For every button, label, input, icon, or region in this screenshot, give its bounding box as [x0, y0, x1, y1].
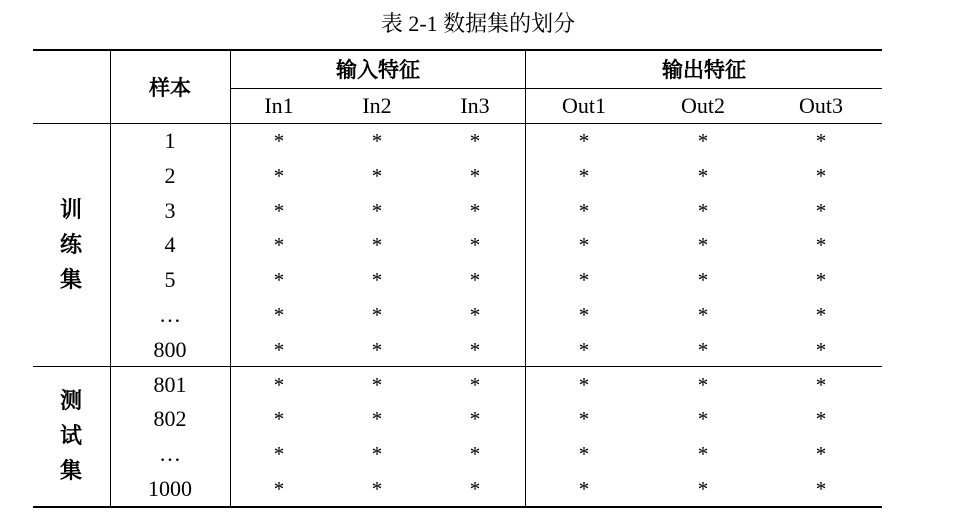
table-cell-value: * — [273, 442, 285, 467]
table-cell-value: * — [273, 477, 285, 501]
table-cell-value: * — [697, 407, 709, 432]
table-cell-value: * — [578, 198, 590, 223]
table-cell-value: * — [578, 233, 590, 258]
table-cell-value: * — [273, 372, 285, 397]
group-label-char: 试 — [59, 424, 82, 450]
table-cell-value: * — [371, 442, 383, 467]
sample-id: 1000 — [148, 476, 192, 501]
table-cell-value: * — [697, 233, 709, 258]
table-cell-value: * — [815, 337, 827, 362]
group-label-char: 练 — [59, 232, 82, 258]
table-cell-value: * — [469, 268, 481, 293]
column-header-out1: Out1 — [562, 93, 606, 118]
sample-id: … — [159, 302, 181, 327]
table-cell-value: * — [815, 407, 827, 432]
sample-id: 3 — [164, 197, 176, 223]
table-cell-value: * — [469, 337, 481, 362]
table-cell-value: * — [578, 477, 590, 501]
table-cell-value: * — [815, 163, 827, 188]
table-cell-value: * — [371, 198, 383, 223]
header-output-group: 输出特征 — [662, 58, 746, 82]
table-cell-value: * — [469, 129, 481, 153]
table-cell-value: * — [371, 129, 383, 153]
sample-id: … — [159, 441, 181, 467]
column-header-out3: Out3 — [799, 93, 843, 118]
table-cell-value: * — [697, 337, 709, 362]
table-cell-value: * — [578, 372, 590, 397]
table-cell-value: * — [697, 129, 709, 153]
sample-id: 1 — [164, 128, 176, 153]
table-cell-value: * — [578, 268, 590, 293]
sample-id: 2 — [164, 162, 176, 188]
table-cell-value: * — [273, 268, 285, 293]
table-cell-value: * — [371, 233, 383, 258]
table-cell-value: * — [697, 198, 709, 223]
table-cell-value: * — [815, 198, 827, 223]
column-header-out2: Out2 — [681, 93, 725, 118]
table-cell-value: * — [469, 198, 481, 223]
table-cell-value: * — [578, 337, 590, 362]
table-cell-value: * — [469, 372, 481, 397]
header-sample: 样本 — [149, 76, 191, 100]
table-cell-value: * — [815, 303, 827, 327]
table-cell-value: * — [371, 163, 383, 188]
table-cell-value: * — [697, 477, 709, 501]
group-label-char: 测 — [59, 389, 82, 415]
table-cell-value: * — [815, 129, 827, 153]
table-cell-value: * — [371, 337, 383, 362]
table-cell-value: * — [469, 407, 481, 432]
sample-id: 4 — [164, 232, 176, 258]
table-cell-value: * — [469, 442, 481, 467]
table-cell-value: * — [697, 163, 709, 188]
table-cell-value: * — [273, 303, 285, 327]
column-header-in2: In2 — [362, 93, 392, 118]
top-rule — [33, 49, 882, 51]
table-cell-value: * — [697, 303, 709, 327]
table-cell-value: * — [578, 407, 590, 432]
table-cell-value: * — [469, 233, 481, 258]
table-cell-value: * — [697, 268, 709, 293]
group-label-char: 集 — [59, 459, 82, 485]
table-cell-value: * — [371, 268, 383, 293]
group-label — [41, 384, 101, 489]
table-cell-value: * — [273, 163, 285, 188]
table-cell-value: * — [273, 407, 285, 432]
table-cell-value: * — [469, 303, 481, 327]
table-cell-value: * — [273, 129, 285, 153]
group-label-char: 集 — [59, 267, 82, 293]
column-header-in1: In1 — [264, 93, 294, 118]
sample-id: 801 — [153, 371, 187, 397]
header-subrule — [231, 88, 882, 89]
column-header-in3: In3 — [460, 93, 490, 118]
table-cell-value: * — [273, 198, 285, 223]
table-cell-value: * — [469, 163, 481, 188]
table-cell-value: * — [815, 442, 827, 467]
table-cell-value: * — [578, 303, 590, 327]
table-cell-value: * — [578, 442, 590, 467]
header-input-group: 输入特征 — [336, 58, 420, 82]
table-cell-value: * — [273, 233, 285, 258]
sample-id: 5 — [164, 267, 176, 293]
table-caption: 表 2-1 数据集的划分 — [380, 11, 576, 36]
table-cell-value: * — [697, 442, 709, 467]
col-divider-io — [525, 51, 526, 506]
table-cell-value: * — [371, 477, 383, 501]
table-cell-value: * — [815, 477, 827, 501]
sample-id: 802 — [153, 406, 187, 432]
table-cell-value: * — [273, 337, 285, 362]
table-cell-value: * — [815, 233, 827, 258]
table-cell-value: * — [469, 477, 481, 501]
table-cell-value: * — [697, 372, 709, 397]
group-label-char: 训 — [59, 197, 82, 223]
table-cell-value: * — [815, 268, 827, 293]
sample-id: 800 — [153, 336, 187, 362]
table-cell-value: * — [578, 129, 590, 153]
group-label — [41, 193, 101, 298]
table-cell-value: * — [578, 163, 590, 188]
table-cell-value: * — [371, 303, 383, 327]
table-cell-value: * — [371, 372, 383, 397]
table-cell-value: * — [815, 372, 827, 397]
table-cell-value: * — [371, 407, 383, 432]
